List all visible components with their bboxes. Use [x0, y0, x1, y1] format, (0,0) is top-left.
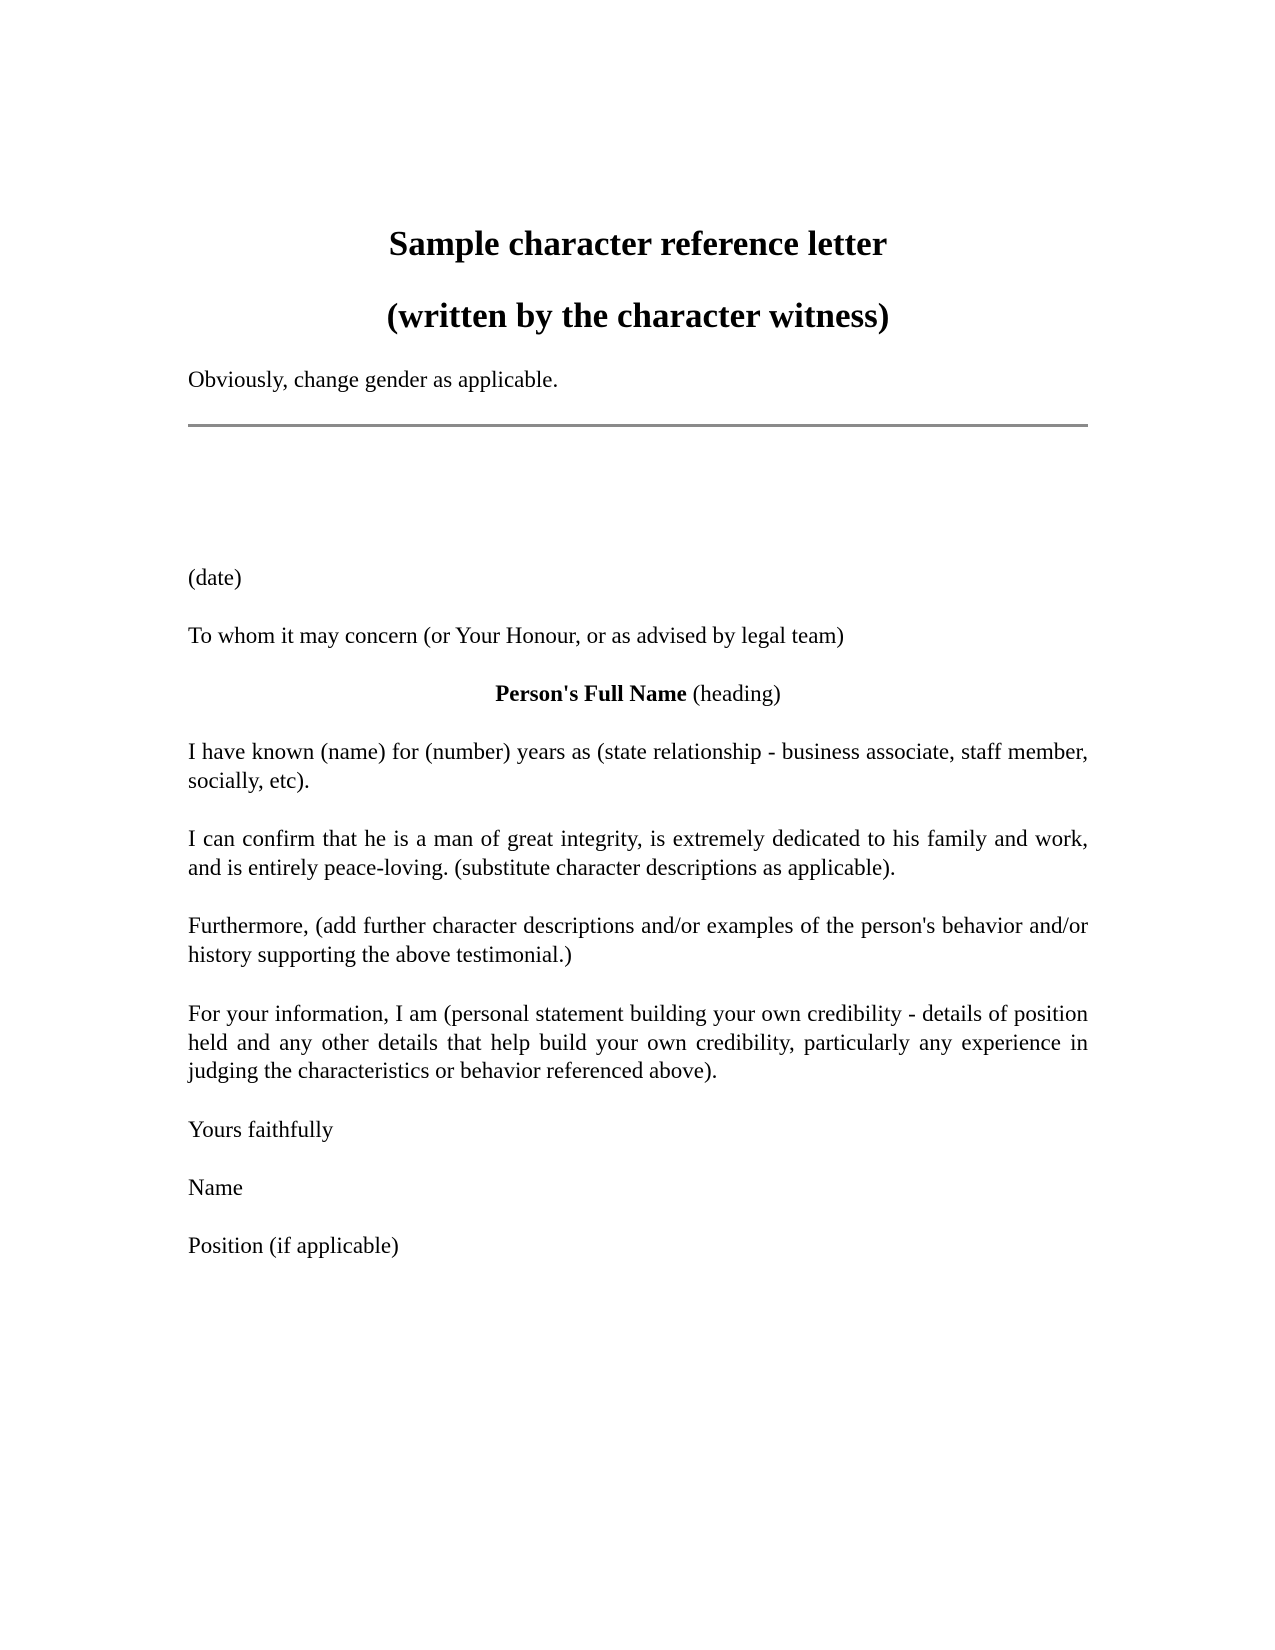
letter-paragraph-4: For your information, I am (personal statement building your own credibility - details of position held and any other details that help build your own credibility, particularly any experience in judging the characteristics or behavior referenced above).: [188, 1001, 1088, 1083]
instruction-note: Obviously, change gender as applicable.: [188, 367, 559, 392]
document-subtitle: (written by the character witness): [386, 296, 890, 335]
letter-date: (date): [188, 565, 242, 590]
letter-heading: [188, 680, 1088, 709]
letter-salutation: To whom it may concern (or Your Honour, or as advised by legal team): [188, 623, 845, 648]
letter-paragraph-3: Furthermore, (add further character descriptions and/or examples of the person's behavior and/or history supporting the above testimonial.): [188, 913, 1088, 967]
heading-name: Person's Full Name: [495, 681, 687, 706]
signature-name: Name: [188, 1175, 243, 1200]
heading-suffix: (heading): [686, 681, 781, 706]
document-title: Sample character reference letter: [388, 224, 888, 263]
letter-closing: Yours faithfully: [188, 1117, 334, 1142]
signature-position: Position (if applicable): [188, 1233, 399, 1258]
letter-paragraph-2: I can confirm that he is a man of great integrity, is extremely dedicated to his family and work, and is entirely peace-loving. (substitute character descriptions as applicable).: [188, 826, 1088, 880]
letter-paragraph-1: I have known (name) for (number) years as (state relationship - business associate, staff member, socially, etc).: [188, 739, 1088, 793]
horizontal-divider: [188, 424, 1088, 427]
